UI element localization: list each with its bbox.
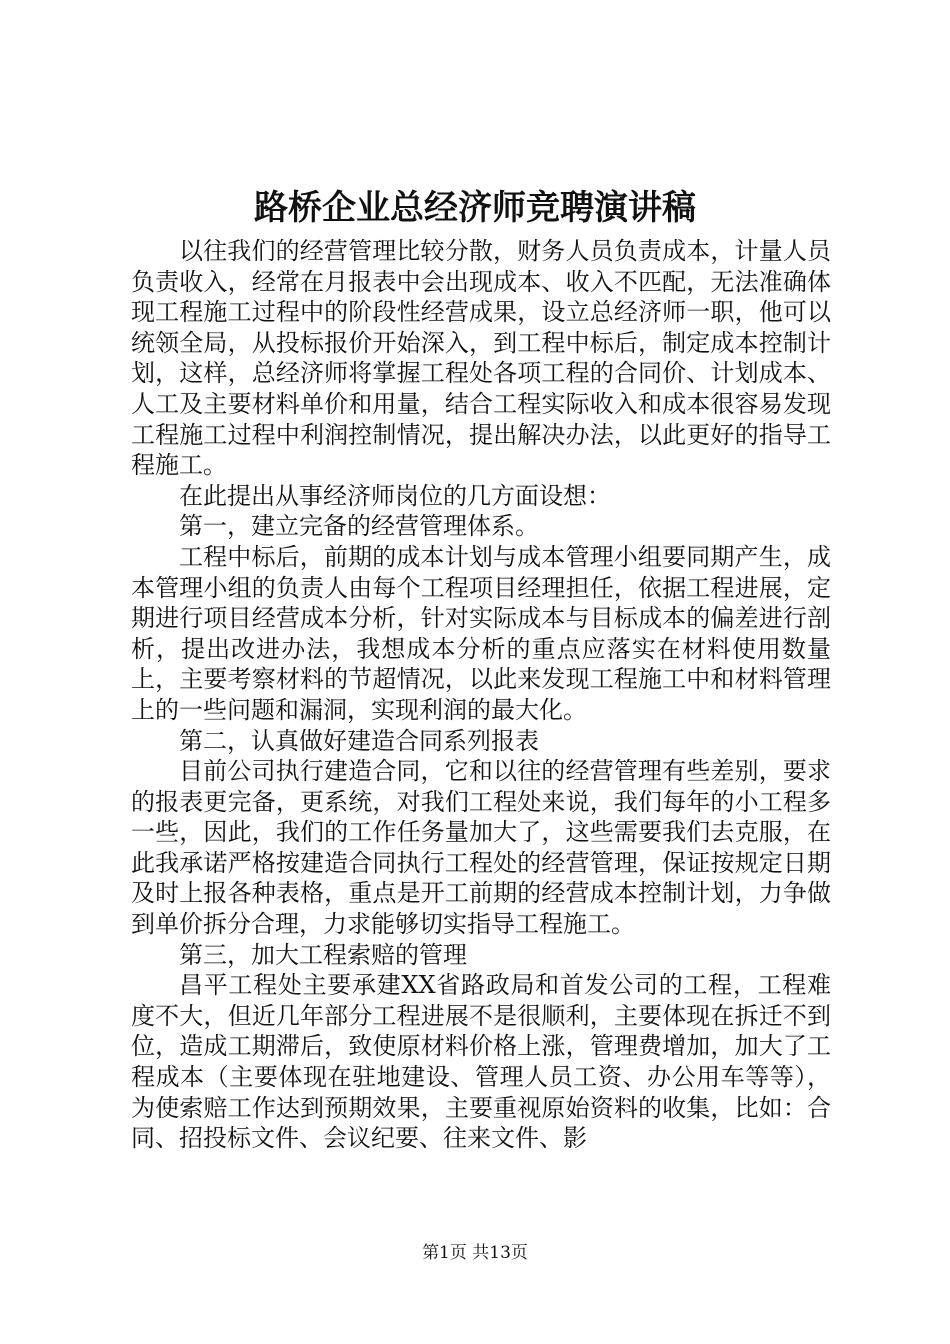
- document-body: [131, 236, 831, 1154]
- page-number-footer: 第1页 共13页: [422, 1243, 528, 1263]
- paragraph: 工程中标后，前期的成本计划与成本管理小组要同期产生，成本管理小组的负责人由每个工程项目经理担任，依据工程进展，定期进行项目经营成本分析，针对实际成本与目标成本的偏差进行剖析，提出改进办法，我想成本分析的重点应落实在材料使用数量上，主要考察材料的节超情况，以此来发现工程施工中和材料管理上的一些问题和漏洞，实现利润的最大化。: [131, 542, 831, 724]
- paragraph: 以往我们的经营管理比较分散，财务人员负责成本，计量人员负责收入，经常在月报表中会出现成本、收入不匹配，无法准确体现工程施工过程中的阶段性经营成果，设立总经济师一职，他可以统领全局，从投标报价开始深入，到工程中标后，制定成本控制计划，这样，总经济师将掌握工程处各项工程的合同价、计划成本、人工及主要材料单价和用量，结合工程实际收入和成本很容易发现工程施工过程中利润控制情况，提出解决办法，以此更好的指导工程施工。: [131, 237, 831, 480]
- section-heading: 第二，认真做好建造合同系列报表: [179, 726, 539, 755]
- paragraph: 昌平工程处主要承建XX省路政局和首发公司的工程，工程难度不大，但近几年部分工程进展不是很顺利，主要体现在拆迁不到位，造成工期滞后，致使原材料价格上涨，管理费增加，加大了工程成本（主要体现在驻地建设、管理人员工资、办公用车等等），为使索赔工作达到预期效果，主要重视原始资料的收集，比如：合同、招投标文件、会议纪要、往来文件、影: [131, 971, 831, 1153]
- paragraph: 在此提出从事经济师岗位的几方面设想：: [179, 481, 611, 510]
- paragraph: 目前公司执行建造合同，它和以往的经营管理有些差别，要求的报表更完备，更系统，对我们工程处来说，我们每年的小工程多一些，因此，我们的工作任务量加大了，这些需要我们去克服，在此我承诺严格按建造合同执行工程处的经营管理，保证按规定日期及时上报各种表格，重点是开工前期的经营成本控制计划，力争做到单价拆分合理，力求能够切实指导工程施工。: [131, 757, 831, 939]
- section-heading: 第一，建立完备的经营管理体系。: [179, 512, 539, 541]
- section-heading: 第三，加大工程索赔的管理: [179, 940, 467, 969]
- document-title: 路桥企业总经济师竞聘演讲稿: [254, 188, 696, 228]
